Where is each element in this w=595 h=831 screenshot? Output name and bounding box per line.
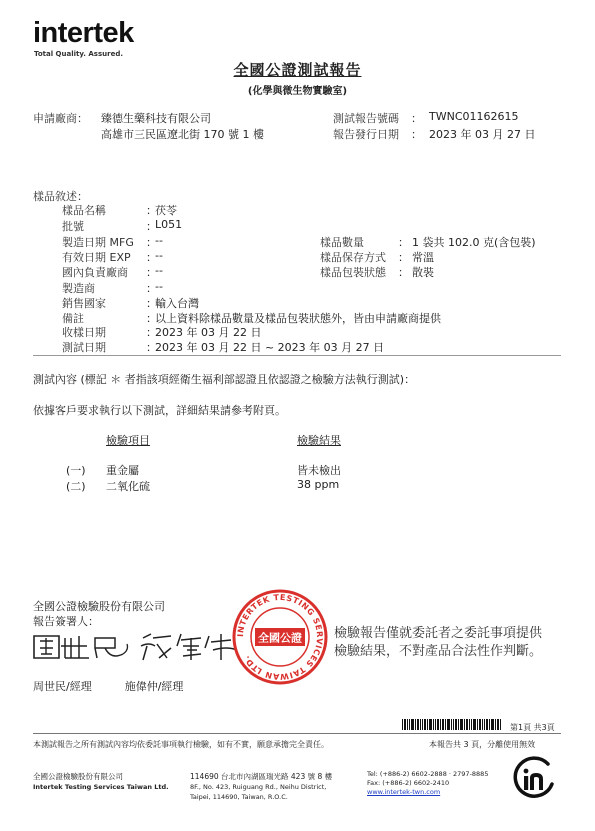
footer-fax: Fax: (+886-2) 6602-2410 (367, 779, 450, 787)
result-row-number: (一) (66, 464, 86, 477)
sample-field-colon: ： (146, 220, 157, 233)
sample-field-value: L051 (155, 218, 183, 231)
report-subtitle: (化學與微生物實驗室) (247, 86, 348, 97)
report-no-colon: ： (411, 112, 422, 125)
footer-address-cn: 114690 台北市內湖區瑞光路 423 號 8 樓 (190, 772, 333, 781)
sample-field-value: 輸入台灣 (155, 297, 199, 310)
intertek-in-logo-icon (510, 754, 558, 802)
sample-field-value: 以上資料除樣品數量及樣品包裝狀態外，皆由申請廠商提供 (155, 312, 441, 325)
sample-field-value: -- (155, 264, 163, 277)
company-seal-icon (231, 588, 329, 686)
sample-field-value: 2023 年 03 月 22 日 (155, 326, 262, 339)
result-row-item: 重金屬 (106, 464, 139, 477)
sample-field-label: 收樣日期 (62, 326, 106, 339)
sample-field-value: -- (155, 249, 163, 262)
sample-field-colon: ： (146, 236, 157, 249)
sample-field-value: 2023 年 03 月 22 日 ~ 2023 年 03 月 27 日 (155, 341, 385, 354)
sample-right-label: 樣品保存方式 (320, 251, 386, 264)
footer-tel: Tel: (+886-2) 6602-2888 · 2797-8885 (367, 770, 489, 778)
sample-field-colon: ： (146, 251, 157, 264)
test-intro: 依據客戶要求執行以下測試，詳細結果請參考附頁。 (33, 404, 286, 417)
sample-field-colon: ： (146, 341, 157, 354)
result-row-number: (二) (66, 480, 86, 493)
sample-field-value: -- (155, 234, 163, 247)
sample-field-colon: ： (146, 297, 157, 310)
sample-right-colon: ： (398, 236, 409, 249)
report-date-value: 2023 年 03 月 27 日 (429, 128, 536, 141)
applicant-name: 臻德生藥科技有限公司 (101, 112, 211, 125)
signoff-company: 全國公證檢驗股份有限公司 (33, 600, 165, 613)
page-info: 第1頁 共3頁 (510, 723, 555, 732)
sample-right-colon: ： (398, 266, 409, 279)
result-row-value: 38 ppm (297, 478, 340, 491)
footer-address-en-1: 8F., No. 423, Ruiguang Rd., Neihu District, (190, 783, 327, 791)
sample-right-label: 樣品數量 (320, 236, 364, 249)
sample-field-colon: ： (146, 312, 157, 325)
signer-label: 報告簽署人： (33, 615, 99, 628)
sample-heading: 樣品敘述： (33, 190, 88, 203)
col-header-item: 檢驗項目 (106, 434, 150, 447)
sample-field-label: 樣品名稱 (62, 204, 106, 217)
sample-field-label: 製造商 (62, 282, 95, 295)
footer-company-en: Intertek Testing Services Taiwan Ltd. (33, 783, 169, 791)
sample-field-label: 測試日期 (62, 341, 106, 354)
sample-field-label: 銷售國家 (62, 297, 106, 310)
sample-field-value: -- (155, 280, 163, 293)
svg-text:全國公證: 全國公證 (258, 631, 302, 645)
sample-field-colon: ： (146, 204, 157, 217)
footer-address-en-2: Taipei, 114690, Taiwan, R.O.C. (190, 793, 288, 801)
report-title: 全國公證測試報告 (233, 61, 362, 79)
col-header-result: 檢驗結果 (297, 434, 341, 447)
sample-field-label: 批號 (62, 220, 84, 233)
test-content-note: 測試內容 (標記 ＊ 者指該項經衛生福利部認證且依認證之檢驗方法執行測試)： (33, 373, 416, 386)
sample-right-value: 散裝 (412, 266, 434, 279)
sample-field-colon: ： (146, 282, 157, 295)
applicant-label: 申請廠商： (33, 112, 88, 125)
sample-right-value: 1 袋共 102.0 克(含包裝) (412, 236, 536, 249)
report-no-label: 測試報告號碼 (333, 112, 399, 125)
result-row-item: 二氧化硫 (106, 480, 150, 493)
sample-field-value: 茯苓 (155, 204, 177, 217)
report-date-colon: ： (411, 128, 422, 141)
sample-field-label: 製造日期 MFG (62, 236, 134, 249)
sample-right-label: 樣品包裝狀態 (320, 266, 386, 279)
signer-names: 周世民/經理 施偉仲/經理 (33, 680, 184, 693)
report-no-value: TWNC01162615 (429, 110, 519, 123)
result-row-value: 皆未檢出 (297, 464, 341, 477)
handwritten-signatures (31, 624, 246, 664)
tagline: Total Quality. Assured. (34, 50, 123, 58)
barcode-icon (402, 719, 502, 730)
footer-top-divider (33, 733, 561, 734)
intertek-logo: intertek (33, 17, 134, 49)
applicant-address: 高雄市三民區遼北街 170 號 1 樓 (101, 128, 264, 141)
sample-right-value: 常溫 (412, 251, 434, 264)
sample-right-colon: ： (398, 251, 409, 264)
sample-field-label: 國內負責廠商 (62, 266, 128, 279)
sample-field-label: 備註 (62, 312, 84, 325)
sample-field-label: 有效日期 EXP (62, 251, 131, 264)
footer-website-link[interactable]: www.intertek-twn.com (367, 788, 441, 796)
disclaimer-line2: 檢驗結果，不對產品合法性作判斷。 (334, 644, 543, 659)
disclaimer-line1: 檢驗報告僅就委託者之委託事項提供 (334, 626, 543, 641)
total-pages-note: 本報告共 3 頁，分離使用無效 (429, 740, 536, 749)
sample-field-colon: ： (146, 266, 157, 279)
sample-field-colon: ： (146, 326, 157, 339)
svg-text:INTERTEK TESTING SERVICES TAIW: INTERTEK TESTING SERVICES TAIWAN LTD. (235, 592, 325, 682)
section-divider (33, 355, 561, 356)
footer-company-cn: 全國公證檢驗股份有限公司 (33, 772, 123, 781)
footer-note: 本測試報告之所有測試內容均依委託事項執行檢驗，如有不實，願意承擔完全責任。 (33, 740, 329, 749)
report-date-label: 報告發行日期 (333, 128, 399, 141)
